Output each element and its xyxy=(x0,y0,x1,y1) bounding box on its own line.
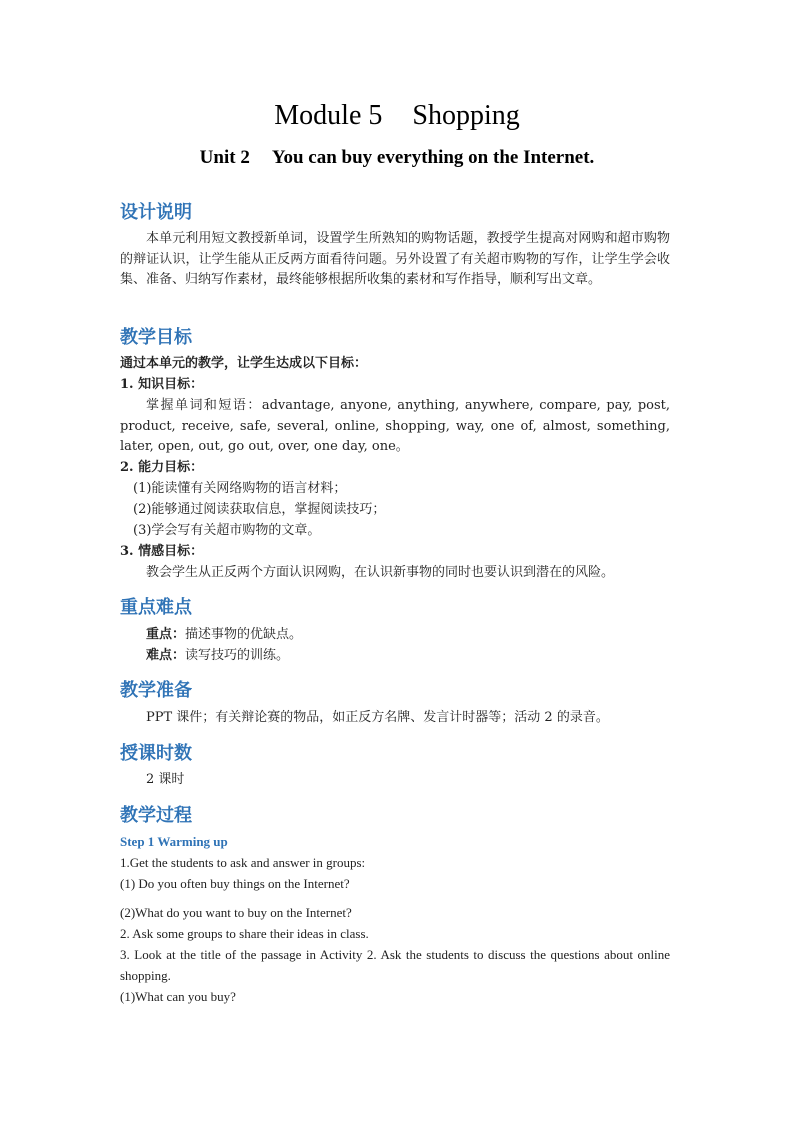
hours-text: 2 课时 xyxy=(146,772,185,787)
ability-label: 2. 能力目标： xyxy=(120,460,204,475)
process-line: 2. Ask some groups to share their ideas in class. xyxy=(120,926,369,941)
process-heading: 教学过程 xyxy=(120,805,192,826)
unit-label: Unit 2 xyxy=(199,147,250,168)
emotion-label: 3. 情感目标： xyxy=(120,544,204,559)
preparation-heading: 教学准备 xyxy=(120,680,192,701)
module-title xyxy=(0,100,794,132)
process-line: (1)What can you buy? xyxy=(120,989,236,1004)
knowledge-text: 掌握单词和短语：advantage, anyone, anything, anywhere, compare, pay, post, product, receive, safe, several, online, shopping, way, one of, almost, something, later, open, out, go out, over, one day, one。 xyxy=(120,398,670,454)
emotion-text: 教会学生从正反两个方面认识网购，在认识新事物的同时也要认识到潜在的风险。 xyxy=(146,565,615,580)
preparation-text: PPT 课件；有关辩论赛的物品，如正反方名牌、发言计时器等；活动 2 的录音。 xyxy=(146,710,609,725)
step-1-heading: Step 1 Warming up xyxy=(120,834,228,849)
knowledge-label: 1. 知识目标： xyxy=(120,377,204,392)
process-line: (1) Do you often buy things on the Internet? xyxy=(120,876,350,891)
unit-title xyxy=(0,147,794,169)
key-point xyxy=(146,625,696,645)
keypoints-heading: 重点难点 xyxy=(120,597,192,618)
hours-heading: 授课时数 xyxy=(120,743,192,764)
module-topic: Shopping xyxy=(412,100,520,131)
module-label: Module 5 xyxy=(274,100,383,131)
ability-item: (3)学会写有关超市购物的文章。 xyxy=(133,523,321,538)
ability-item: (2)能够通过阅读获取信息，掌握阅读技巧； xyxy=(133,502,386,517)
design-heading: 设计说明 xyxy=(120,202,192,223)
process-line: 3. Look at the title of the passage in Activity 2. Ask the students to discuss the questions about online shopping. xyxy=(120,947,670,983)
unit-title-text: You can buy everything on the Internet. xyxy=(271,147,595,168)
key-label: 重点： xyxy=(146,627,186,642)
objectives-intro: 通过本单元的教学，让学生达成以下目标： xyxy=(120,356,368,371)
difficult-label: 难点： xyxy=(146,648,186,663)
ability-item: (1)能读懂有关网络购物的语言材料； xyxy=(133,481,347,496)
process-line: (2)What do you want to buy on the Internet? xyxy=(120,905,352,920)
objectives-heading: 教学目标 xyxy=(120,327,192,348)
difficult-point xyxy=(146,646,696,666)
difficult-text: 读写技巧的训练。 xyxy=(185,648,290,663)
process-line: 1.Get the students to ask and answer in groups: xyxy=(120,855,366,870)
design-text: 本单元利用短文教授新单词，设置学生所熟知的购物话题，教授学生提高对网购和超市购物的辩证认识，让学生能从正反两方面看待问题。另外设置了有关超市购物的写作，让学生学会收集、准备、归纳写作素材，最终能够根据所收集的素材和写作指导，顺利写出文章。 xyxy=(120,231,670,287)
key-text: 描述事物的优缺点。 xyxy=(185,627,303,642)
